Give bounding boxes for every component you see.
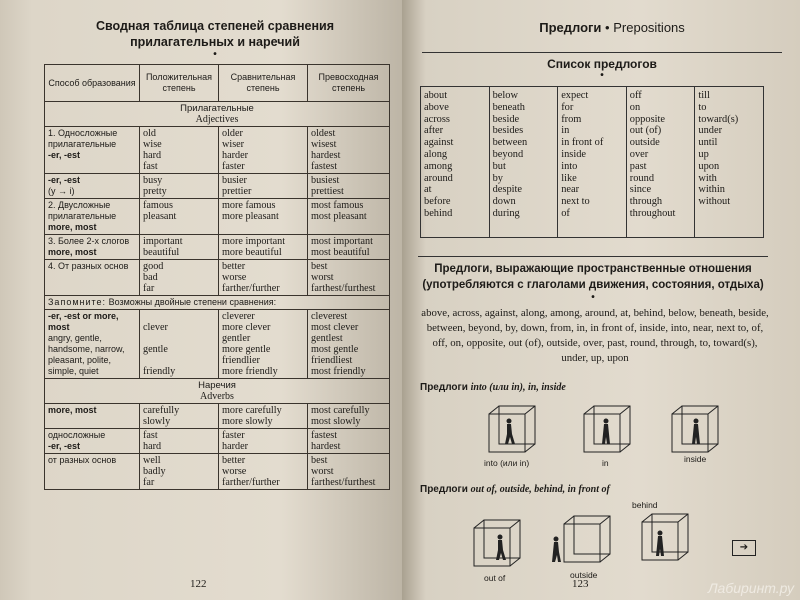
superlative-cell-line: most slowly: [311, 416, 361, 427]
positive-cell: [140, 127, 219, 174]
positive-cell-line: badly: [143, 466, 166, 477]
preposition-item: off: [629, 90, 642, 101]
positive-cell-line: famous: [143, 200, 173, 211]
preposition-item: between: [492, 137, 528, 149]
preposition-item: about: [424, 90, 448, 101]
preposition-item: till: [698, 90, 710, 101]
comparative-cell-line: more pleasant: [222, 211, 279, 222]
positive-cell-line: pretty: [143, 186, 167, 197]
double-sup-word: most friendly: [311, 366, 366, 377]
preposition-item: inside: [561, 148, 587, 160]
comparative-cell-line: more carefully: [222, 405, 282, 416]
preposition-item: despite: [492, 184, 523, 196]
comparative-cell: [219, 127, 308, 174]
comparative-cell-line: faster: [222, 430, 245, 441]
method-cell-line: -er, -est: [48, 175, 81, 185]
comparative-cell-line: better: [222, 455, 246, 466]
double-sup-word: friendliest: [311, 355, 353, 366]
preposition-item: of: [561, 207, 570, 219]
preposition-item: behind: [424, 207, 453, 219]
superlative-cell-line: most carefully: [311, 405, 370, 416]
header-en: Prepositions: [613, 20, 685, 35]
preposition-item: up: [698, 148, 709, 160]
preposition-column: [421, 87, 490, 237]
preposition-item: for: [561, 101, 574, 113]
method-cell-line: 4. От разных основ: [48, 261, 129, 271]
comparative-cell-line: wiser: [222, 139, 245, 150]
comparative-cell-line: prettier: [222, 186, 252, 197]
preposition-item: after: [424, 125, 444, 137]
comparative-cell-line: more important: [222, 236, 286, 247]
double-degree-row: [45, 310, 390, 379]
label-in: in: [602, 458, 609, 468]
caption-into-in-inside: [420, 382, 566, 393]
box-behind-illustration: [636, 508, 696, 568]
superlative-cell-line: wisest: [311, 139, 337, 150]
table-row: [45, 429, 390, 454]
comparative-cell-line: harder: [222, 150, 249, 161]
preposition-item: over: [629, 148, 649, 160]
preposition-item: with: [698, 172, 717, 184]
superlative-cell-line: farthest/furthest: [311, 477, 376, 488]
caption-out-of: [420, 484, 610, 495]
method-cell-line: от разных основ: [48, 455, 117, 465]
double-pos-word: clever: [143, 322, 168, 333]
comparative-cell: [219, 235, 308, 260]
spatial-title-line-2: (употребляются с глаголами движения, состояния, отдыха): [422, 279, 764, 291]
table-row: [45, 260, 390, 296]
preposition-item: below: [492, 90, 518, 101]
preposition-item: in front of: [561, 137, 604, 149]
double-comp-word: more clever: [222, 322, 271, 333]
comparative-cell: [219, 174, 308, 199]
table-row: [45, 127, 390, 174]
comparative-cell: [219, 429, 308, 454]
positive-cell-line: fast: [143, 161, 158, 172]
comparative-cell-line: more beautiful: [222, 247, 282, 258]
superlative-cell: [308, 260, 390, 296]
prepositions-list-box: [420, 86, 764, 238]
positive-cell: [140, 199, 219, 235]
method-cell-line: more, most: [48, 247, 97, 257]
method-cell-line: -er, -est: [48, 441, 81, 451]
positive-cell-line: good: [143, 261, 164, 272]
double-sup-word: gentlest: [311, 333, 343, 344]
superlative-cell-line: fastest: [311, 161, 338, 172]
double-positive: [140, 310, 219, 379]
spatial-prepositions-list: above, across, against, along, among, around, at, behind, below, beneath, beside, between, beyond, by, down, from, in, in front of, inside, into, near, next to, of, off, on, opposite, out (of), outside, over, past, round, through, to, toward(s), under, up, upon: [421, 307, 769, 364]
right-page: [402, 0, 800, 600]
header-ru: Предлоги: [539, 20, 602, 35]
adjectives-ru: Прилагательные: [180, 103, 254, 114]
positive-cell-line: hard: [143, 441, 162, 452]
spatial-title-line-1: Предлоги, выражающие пространственные отношения: [434, 263, 752, 275]
title-line-1: Сводная таблица степеней сравнения: [95, 19, 335, 33]
box-inside-illustration: [670, 404, 720, 454]
double-sup-word: most gentle: [311, 344, 359, 355]
positive-cell: [140, 429, 219, 454]
preposition-item: through: [629, 196, 663, 208]
page-number-right: 123: [572, 578, 589, 590]
adjectives-en: Adjectives: [195, 114, 239, 125]
preposition-item: throughout: [629, 207, 676, 219]
double-method-line: angry, gentle,: [48, 333, 102, 343]
header-separator: •: [605, 20, 610, 35]
comparative-cell-line: harder: [222, 441, 249, 452]
preposition-column: [558, 87, 627, 237]
positive-cell-line: wise: [143, 139, 162, 150]
label-behind: behind: [632, 500, 658, 510]
superlative-cell: [308, 454, 390, 490]
preposition-item: along: [424, 148, 448, 160]
double-method: [45, 310, 140, 379]
method-cell-line: 3. Более 2-х слогов: [48, 236, 130, 246]
table-row: [45, 454, 390, 490]
comparative-cell-line: worse: [222, 272, 247, 283]
comparative-cell-line: busier: [222, 175, 247, 186]
preposition-item: above: [424, 101, 449, 113]
list-title-text: Список предлогов: [547, 57, 657, 71]
superlative-cell-line: most pleasant: [311, 211, 367, 222]
superlative-cell-line: prettiest: [311, 186, 344, 197]
method-cell-line: 2. Двусложные: [48, 200, 111, 210]
header-comparative: Сравнительная степень: [219, 65, 308, 102]
positive-cell-line: fast: [143, 430, 158, 441]
superlative-cell-line: worst: [311, 272, 334, 283]
method-cell-line: прилагательные: [48, 139, 117, 149]
preposition-item: opposite: [629, 113, 665, 125]
caption-2-prefix: Предлоги: [420, 484, 468, 495]
comparison-table: [44, 64, 390, 490]
preposition-item: around: [424, 172, 453, 184]
method-cell: [45, 127, 140, 174]
table-header-row: [45, 65, 390, 102]
preposition-column: [627, 87, 696, 237]
right-page-header: [512, 20, 712, 35]
title-line-2: прилагательных и наречий: [130, 35, 300, 49]
preposition-item: out (of): [629, 125, 662, 137]
comparative-cell-line: worse: [222, 466, 247, 477]
preposition-item: expect: [561, 90, 589, 101]
superlative-cell: [308, 429, 390, 454]
preposition-item: past: [629, 160, 647, 172]
double-method-line: pleasant, polite,: [48, 355, 112, 365]
preposition-item: across: [424, 113, 450, 125]
method-cell: [45, 429, 140, 454]
comparative-cell-line: more famous: [222, 200, 276, 211]
page-number-left: 122: [190, 578, 207, 590]
method-cell-line: more, most: [48, 222, 97, 232]
double-pos-word: friendly: [143, 366, 176, 377]
double-comparative: [219, 310, 308, 379]
preposition-item: until: [698, 137, 718, 149]
adjectives-section-row: [45, 102, 390, 127]
double-comp-word: more friendly: [222, 366, 278, 377]
comparative-cell: [219, 260, 308, 296]
double-sup-word: most clever: [311, 322, 359, 333]
header-superlative: Превосходная степень: [308, 65, 390, 102]
method-cell-line: more, most: [48, 405, 97, 415]
comparative-cell-line: farther/further: [222, 477, 280, 488]
preposition-item: besides: [492, 125, 524, 137]
remember-note: [45, 296, 390, 310]
label-outside: outside: [570, 570, 598, 580]
positive-cell: [140, 174, 219, 199]
caption-1-rest: into (или in), in, inside: [470, 382, 566, 393]
preposition-item: without: [698, 196, 731, 208]
method-cell-line: односложные: [48, 430, 106, 440]
preposition-item: like: [561, 172, 577, 184]
preposition-item: in: [561, 125, 570, 137]
double-comp-word: cleverer: [222, 311, 255, 322]
preposition-item: since: [629, 184, 652, 196]
method-cell: [45, 404, 140, 429]
superlative-cell-line: most beautiful: [311, 247, 370, 258]
superlative-cell: [308, 404, 390, 429]
preposition-item: among: [424, 160, 453, 172]
preposition-item: at: [424, 184, 432, 196]
preposition-column: [490, 87, 559, 237]
method-cell-line: 1. Односложные: [48, 128, 118, 138]
preposition-item: down: [492, 196, 516, 208]
positive-cell-line: carefully: [143, 405, 180, 416]
positive-cell: [140, 454, 219, 490]
method-cell: [45, 454, 140, 490]
preposition-item: next to: [561, 196, 590, 208]
superlative-cell-line: hardest: [311, 150, 341, 161]
superlative-cell-line: fastest: [311, 430, 338, 441]
superlative-cell: [308, 235, 390, 260]
positive-cell-line: far: [143, 477, 155, 488]
preposition-item: within: [698, 184, 725, 196]
prepositions-list-title: [422, 52, 782, 81]
title-dot: •: [213, 49, 217, 60]
double-comp-word: gentler: [222, 333, 251, 344]
preposition-item: into: [561, 160, 578, 172]
adverbs-heading: [45, 379, 390, 404]
positive-cell-line: hard: [143, 150, 162, 161]
method-cell: [45, 174, 140, 199]
comparative-cell: [219, 199, 308, 235]
double-comp-word: friendlier: [222, 355, 260, 366]
positive-cell-line: bad: [143, 272, 158, 283]
preposition-item: beyond: [492, 148, 524, 160]
preposition-item: round: [629, 172, 655, 184]
positive-cell-line: important: [143, 236, 183, 247]
positive-cell: [140, 404, 219, 429]
superlative-cell-line: worst: [311, 466, 334, 477]
double-pos-word: gentle: [143, 344, 168, 355]
double-sup-word: cleverest: [311, 311, 348, 322]
caption-2-rest: out of, outside, behind, in front of: [470, 484, 610, 495]
method-cell: [45, 260, 140, 296]
box-outside-illustration: [550, 512, 620, 570]
preposition-column: [695, 87, 763, 237]
table-row: [45, 199, 390, 235]
watermark-labirint: Лабиринт.ру: [707, 580, 794, 596]
header-method: Способ образования: [45, 65, 140, 102]
arrow-right-icon: ➔: [732, 540, 756, 556]
adverbs-rows: [45, 404, 390, 490]
preposition-item: beside: [492, 113, 520, 125]
adverbs-ru: Наречия: [198, 380, 236, 391]
preposition-item: by: [492, 172, 503, 184]
superlative-cell-line: hardest: [311, 441, 341, 452]
label-inside: inside: [684, 454, 707, 464]
positive-cell-line: old: [143, 128, 157, 139]
method-cell: [45, 199, 140, 235]
spatial-title-dot: •: [591, 292, 595, 303]
double-method-line: simple, quiet: [48, 366, 99, 376]
comparative-cell: [219, 454, 308, 490]
preposition-item: before: [424, 196, 451, 208]
superlative-cell: [308, 199, 390, 235]
preposition-item: but: [492, 160, 506, 172]
double-method-line: handsome, narrow,: [48, 344, 125, 354]
adjectives-heading: [45, 102, 390, 127]
preposition-item: upon: [698, 160, 720, 172]
comparative-cell-line: farther/further: [222, 283, 280, 294]
positive-cell-line: busy: [143, 175, 163, 186]
superlative-cell-line: farthest/furthest: [311, 283, 376, 294]
preposition-item: outside: [629, 137, 660, 149]
preposition-item: on: [629, 101, 641, 113]
adjectives-rows: [45, 127, 390, 296]
adverbs-section-row: [45, 379, 390, 404]
positive-cell: [140, 235, 219, 260]
preposition-item: against: [424, 137, 454, 149]
adverbs-en: Adverbs: [200, 391, 234, 402]
double-comp-word: more gentle: [222, 344, 271, 355]
positive-cell-line: beautiful: [143, 247, 180, 258]
table-row: [45, 174, 390, 199]
table-row: [45, 404, 390, 429]
positive-cell-line: pleasant: [143, 211, 177, 222]
superlative-cell-line: best: [311, 261, 328, 272]
remember-label: Запомните:: [48, 297, 107, 307]
superlative-cell-line: most important: [311, 236, 373, 247]
box-into-illustration: [487, 404, 537, 454]
double-method-head: -er, -est or more, most: [48, 311, 119, 332]
comparative-cell-line: faster: [222, 161, 245, 172]
label-into: into (или in): [484, 458, 530, 468]
caption-1-prefix: Предлоги: [420, 382, 468, 393]
positive-cell: [140, 260, 219, 296]
label-out-of: out of: [484, 573, 506, 583]
preposition-item: during: [492, 207, 520, 219]
remember-row: [45, 296, 390, 310]
preposition-item: to: [698, 101, 707, 113]
method-cell: [45, 235, 140, 260]
preposition-item: toward(s): [698, 113, 739, 125]
comparative-cell-line: better: [222, 261, 246, 272]
method-cell-line: -er, -est: [48, 150, 81, 160]
superlative-cell: [308, 127, 390, 174]
table-row: [45, 235, 390, 260]
box-in-illustration: [582, 404, 632, 454]
spatial-section-title: [418, 256, 768, 303]
superlative-cell: [308, 174, 390, 199]
superlative-cell-line: most famous: [311, 200, 364, 211]
box-out-of-illustration: [472, 516, 528, 570]
method-cell-line: (y → i): [48, 186, 75, 196]
remember-text: Возможны двойные степени сравнения:: [108, 297, 277, 307]
superlative-cell-line: oldest: [311, 128, 336, 139]
superlative-cell-line: best: [311, 455, 328, 466]
comparative-cell-line: more slowly: [222, 416, 273, 427]
positive-cell-line: well: [143, 455, 161, 466]
method-cell-line: прилагательные: [48, 211, 117, 221]
preposition-item: under: [698, 125, 723, 137]
preposition-item: from: [561, 113, 582, 125]
superlative-cell-line: busiest: [311, 175, 340, 186]
list-title-dot: •: [600, 70, 604, 81]
comparative-cell: [219, 404, 308, 429]
preposition-item: near: [561, 184, 580, 196]
preposition-item: beneath: [492, 101, 525, 113]
double-superlative: [308, 310, 390, 379]
positive-cell-line: slowly: [143, 416, 171, 427]
comparative-cell-line: older: [222, 128, 243, 139]
header-positive: Положительная степень: [140, 65, 219, 102]
positive-cell-line: far: [143, 283, 155, 294]
left-page-title: [70, 18, 360, 60]
